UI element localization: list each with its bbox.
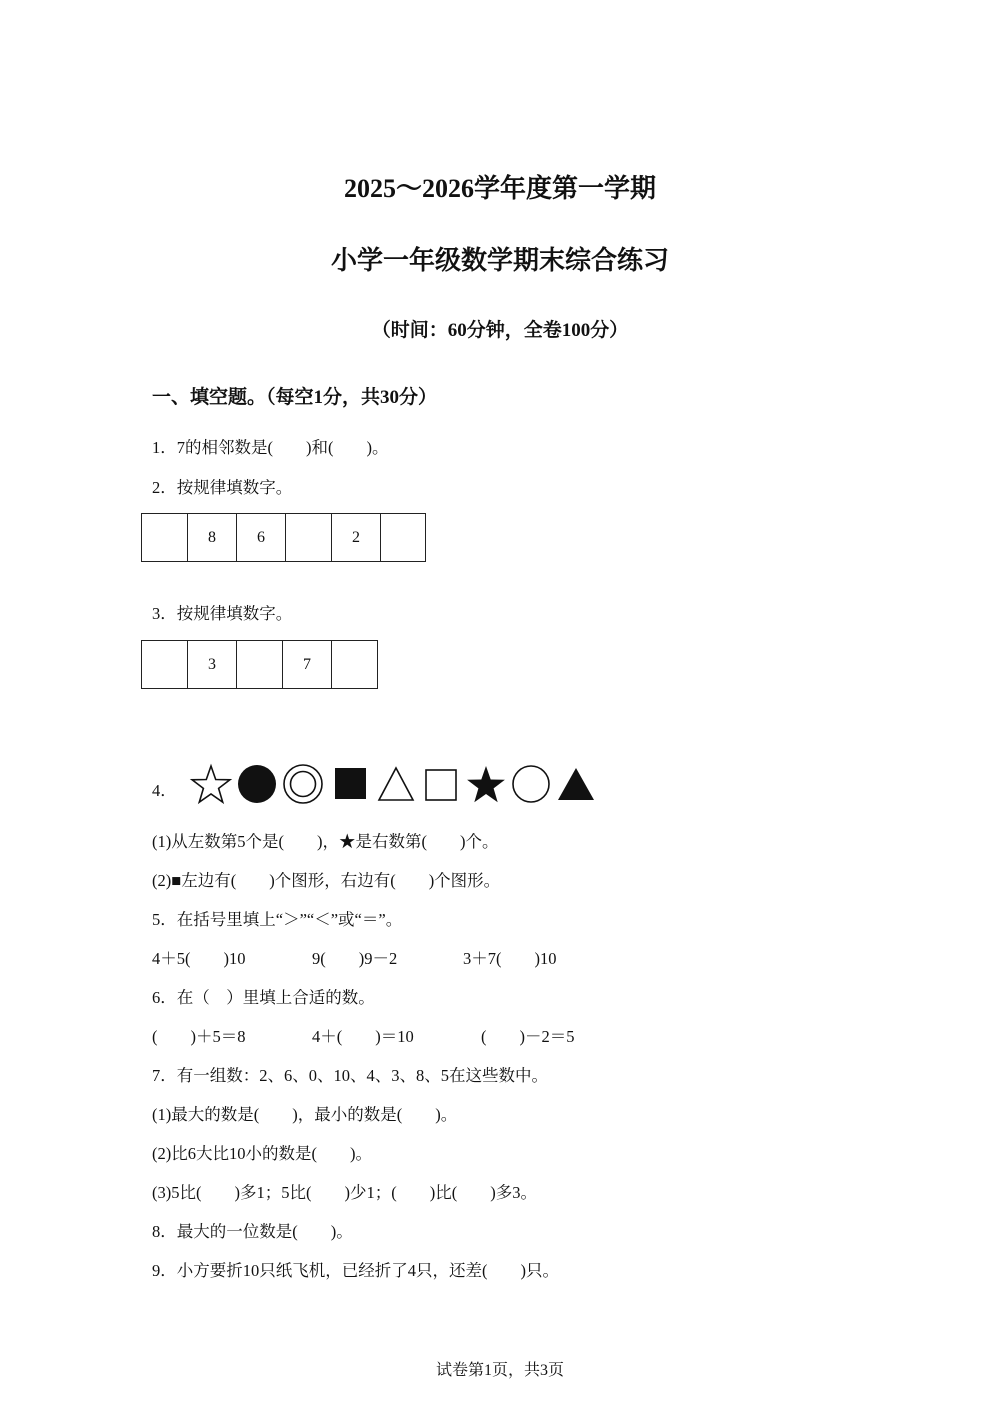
equation-item: ( )－2＝5 bbox=[481, 1027, 575, 1046]
question-6: 6．在（ ）里填上合适的数。 bbox=[152, 988, 375, 1007]
question-9: 9．小方要折10只纸飞机，已经折了4只，还差( )只。 bbox=[152, 1261, 559, 1280]
sequence-cell: 3 bbox=[188, 641, 237, 689]
question-7-sub-3: (3)5比( )多1；5比( )少1；( )比( )多3。 bbox=[152, 1183, 537, 1202]
sequence-cell[interactable] bbox=[142, 514, 188, 562]
question-7: 7．有一组数：2、6、0、10、4、3、8、5在这些数中。 bbox=[152, 1066, 548, 1085]
sequence-cell: 6 bbox=[237, 514, 286, 562]
sequence-cell: 8 bbox=[188, 514, 237, 562]
hollow-triangle-icon bbox=[379, 768, 413, 800]
exam-title-line2: 小学一年级数学期末综合练习 bbox=[330, 246, 669, 275]
sequence-cell: 2 bbox=[332, 514, 381, 562]
question-1: 1．7的相邻数是( )和( )。 bbox=[152, 438, 389, 457]
question-4-label: 4． bbox=[152, 781, 177, 800]
question-3: 3．按规律填数字。 bbox=[152, 604, 293, 623]
question-4-sub-2: (2)■左边有( )个图形，右边有( )个图形。 bbox=[152, 871, 501, 890]
page-footer: 试卷第1页，共3页 bbox=[435, 1362, 564, 1379]
equation-item: ( )＋5＝8 bbox=[152, 1027, 246, 1046]
solid-circle-icon bbox=[238, 765, 276, 803]
double-circle-icon bbox=[284, 765, 322, 803]
sequence-cell[interactable] bbox=[142, 641, 188, 689]
exam-info: （时间：60分钟，全卷100分） bbox=[371, 320, 629, 341]
question-5: 5．在括号里填上“＞”“＜”或“＝”。 bbox=[152, 910, 403, 929]
hollow-circle-icon bbox=[513, 766, 549, 802]
sequence-cell[interactable] bbox=[381, 514, 426, 562]
solid-star-icon bbox=[467, 766, 505, 802]
question-2-sequence-table bbox=[141, 513, 426, 562]
hollow-star-icon bbox=[192, 766, 230, 802]
compare-item: 3＋7( )10 bbox=[463, 949, 557, 968]
question-2: 2．按规律填数字。 bbox=[152, 478, 293, 497]
question-4-shape-row bbox=[188, 762, 608, 808]
sequence-cell: 7 bbox=[283, 641, 332, 689]
question-8: 8．最大的一位数是( )。 bbox=[152, 1222, 353, 1241]
question-7-sub-1: (1)最大的数是( )，最小的数是( )。 bbox=[152, 1105, 458, 1124]
sequence-cell[interactable] bbox=[332, 641, 378, 689]
solid-triangle-icon bbox=[558, 768, 594, 800]
exam-title-line1: 2025～2026学年度第一学期 bbox=[343, 174, 656, 203]
sequence-cell[interactable] bbox=[237, 641, 283, 689]
section-heading-fill-in: 一、填空题。（每空1分，共30分） bbox=[152, 387, 438, 408]
compare-item: 9( )9－2 bbox=[312, 949, 398, 968]
compare-item: 4＋5( )10 bbox=[152, 949, 246, 968]
solid-square-icon bbox=[335, 768, 366, 799]
sequence-cell[interactable] bbox=[286, 514, 332, 562]
equation-item: 4＋( )＝10 bbox=[312, 1027, 414, 1046]
question-3-sequence-table bbox=[141, 640, 378, 689]
question-4-sub-1: (1)从左数第5个是( )，★是右数第( )个。 bbox=[152, 832, 499, 851]
question-7-sub-2: (2)比6大比10小的数是( )。 bbox=[152, 1144, 372, 1163]
hollow-square-icon bbox=[426, 770, 456, 800]
